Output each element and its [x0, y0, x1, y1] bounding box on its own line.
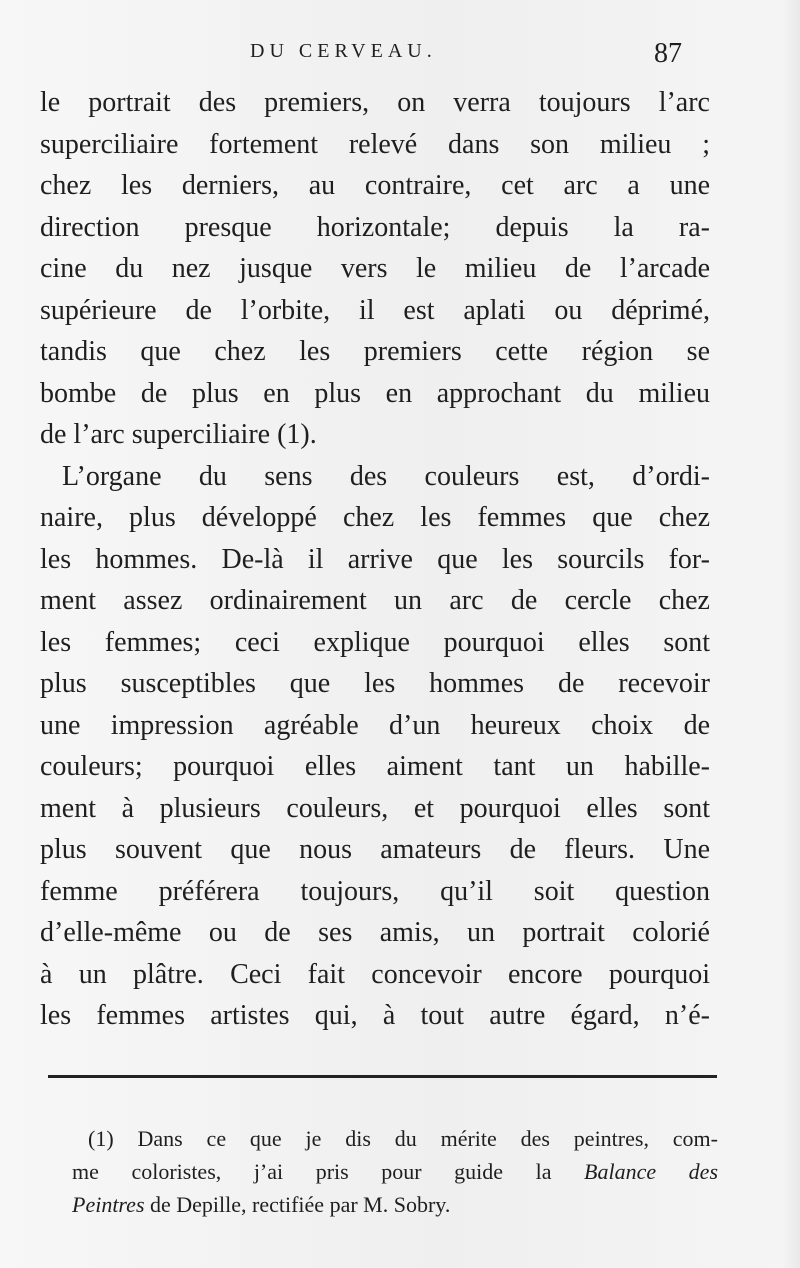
- text-line: tandis que chez les premiers cette région se: [40, 336, 710, 367]
- text-line: L’organe du sens des couleurs est, d’ordi-: [62, 460, 710, 492]
- text-line: cine du nez jusque vers le milieu de l’arcade: [40, 253, 710, 284]
- page-number: 87: [654, 38, 682, 69]
- footnote-line: [72, 1188, 718, 1221]
- footnote-line: [72, 1155, 718, 1188]
- text-line: à un plâtre. Ceci fait concevoir encore pourquoi: [40, 958, 710, 990]
- text-line: superciliaire fortement relevé dans son milieu ;: [40, 128, 710, 160]
- text-line: couleurs; pourquoi elles aiment tant un habille-: [40, 751, 710, 782]
- text-line: femme préférera toujours, qu’il soit question: [40, 875, 710, 907]
- text-line: les femmes artistes qui, à tout autre égard, n’é-: [40, 1000, 710, 1031]
- text-line: le portrait des premiers, on verra toujours l’arc: [40, 87, 710, 118]
- footnote-text: de Depille, rectifiée par M. Sobry.: [144, 1192, 451, 1217]
- text-line: ment à plusieurs couleurs, et pourquoi elles sont: [40, 792, 710, 824]
- footnote-book-title: Balance des: [584, 1159, 718, 1184]
- text-line: bombe de plus en plus en approchant du milieu: [40, 377, 710, 409]
- text-line: naire, plus développé chez les femmes que chez: [40, 502, 710, 533]
- text-line: les femmes; ceci explique pourquoi elles sont: [40, 626, 710, 658]
- footnote-rule: [48, 1075, 717, 1078]
- main-text: [40, 82, 710, 1037]
- text-line: une impression agréable d’un heureux choix de: [40, 709, 710, 741]
- footnote: [72, 1122, 718, 1221]
- text-line: chez les derniers, au contraire, cet arc a une: [40, 170, 710, 201]
- footnote-text: me coloristes, j’ai pris pour guide la: [72, 1159, 585, 1184]
- text-line: supérieure de l’orbite, il est aplati ou déprimé,: [40, 294, 710, 326]
- text-line: direction presque horizontale; depuis la ra-: [40, 211, 710, 243]
- text-line: de l’arc superciliaire (1).: [40, 419, 317, 450]
- footnote-line: (1) Dans ce que je dis du mérite des peintres, com-: [88, 1126, 718, 1151]
- text-line: d’elle-même ou de ses amis, un portrait colorié: [40, 917, 710, 948]
- text-line: les hommes. De-là il arrive que les sourcils for-: [40, 543, 710, 575]
- footnote-book-title: Peintres: [72, 1192, 145, 1217]
- text-line: plus souvent que nous amateurs de fleurs. Une: [40, 834, 710, 865]
- text-line: ment assez ordinairement un arc de cercle chez: [40, 585, 710, 616]
- text-line: plus susceptibles que les hommes de recevoir: [40, 668, 710, 699]
- running-head: DU CERVEAU.: [250, 40, 437, 62]
